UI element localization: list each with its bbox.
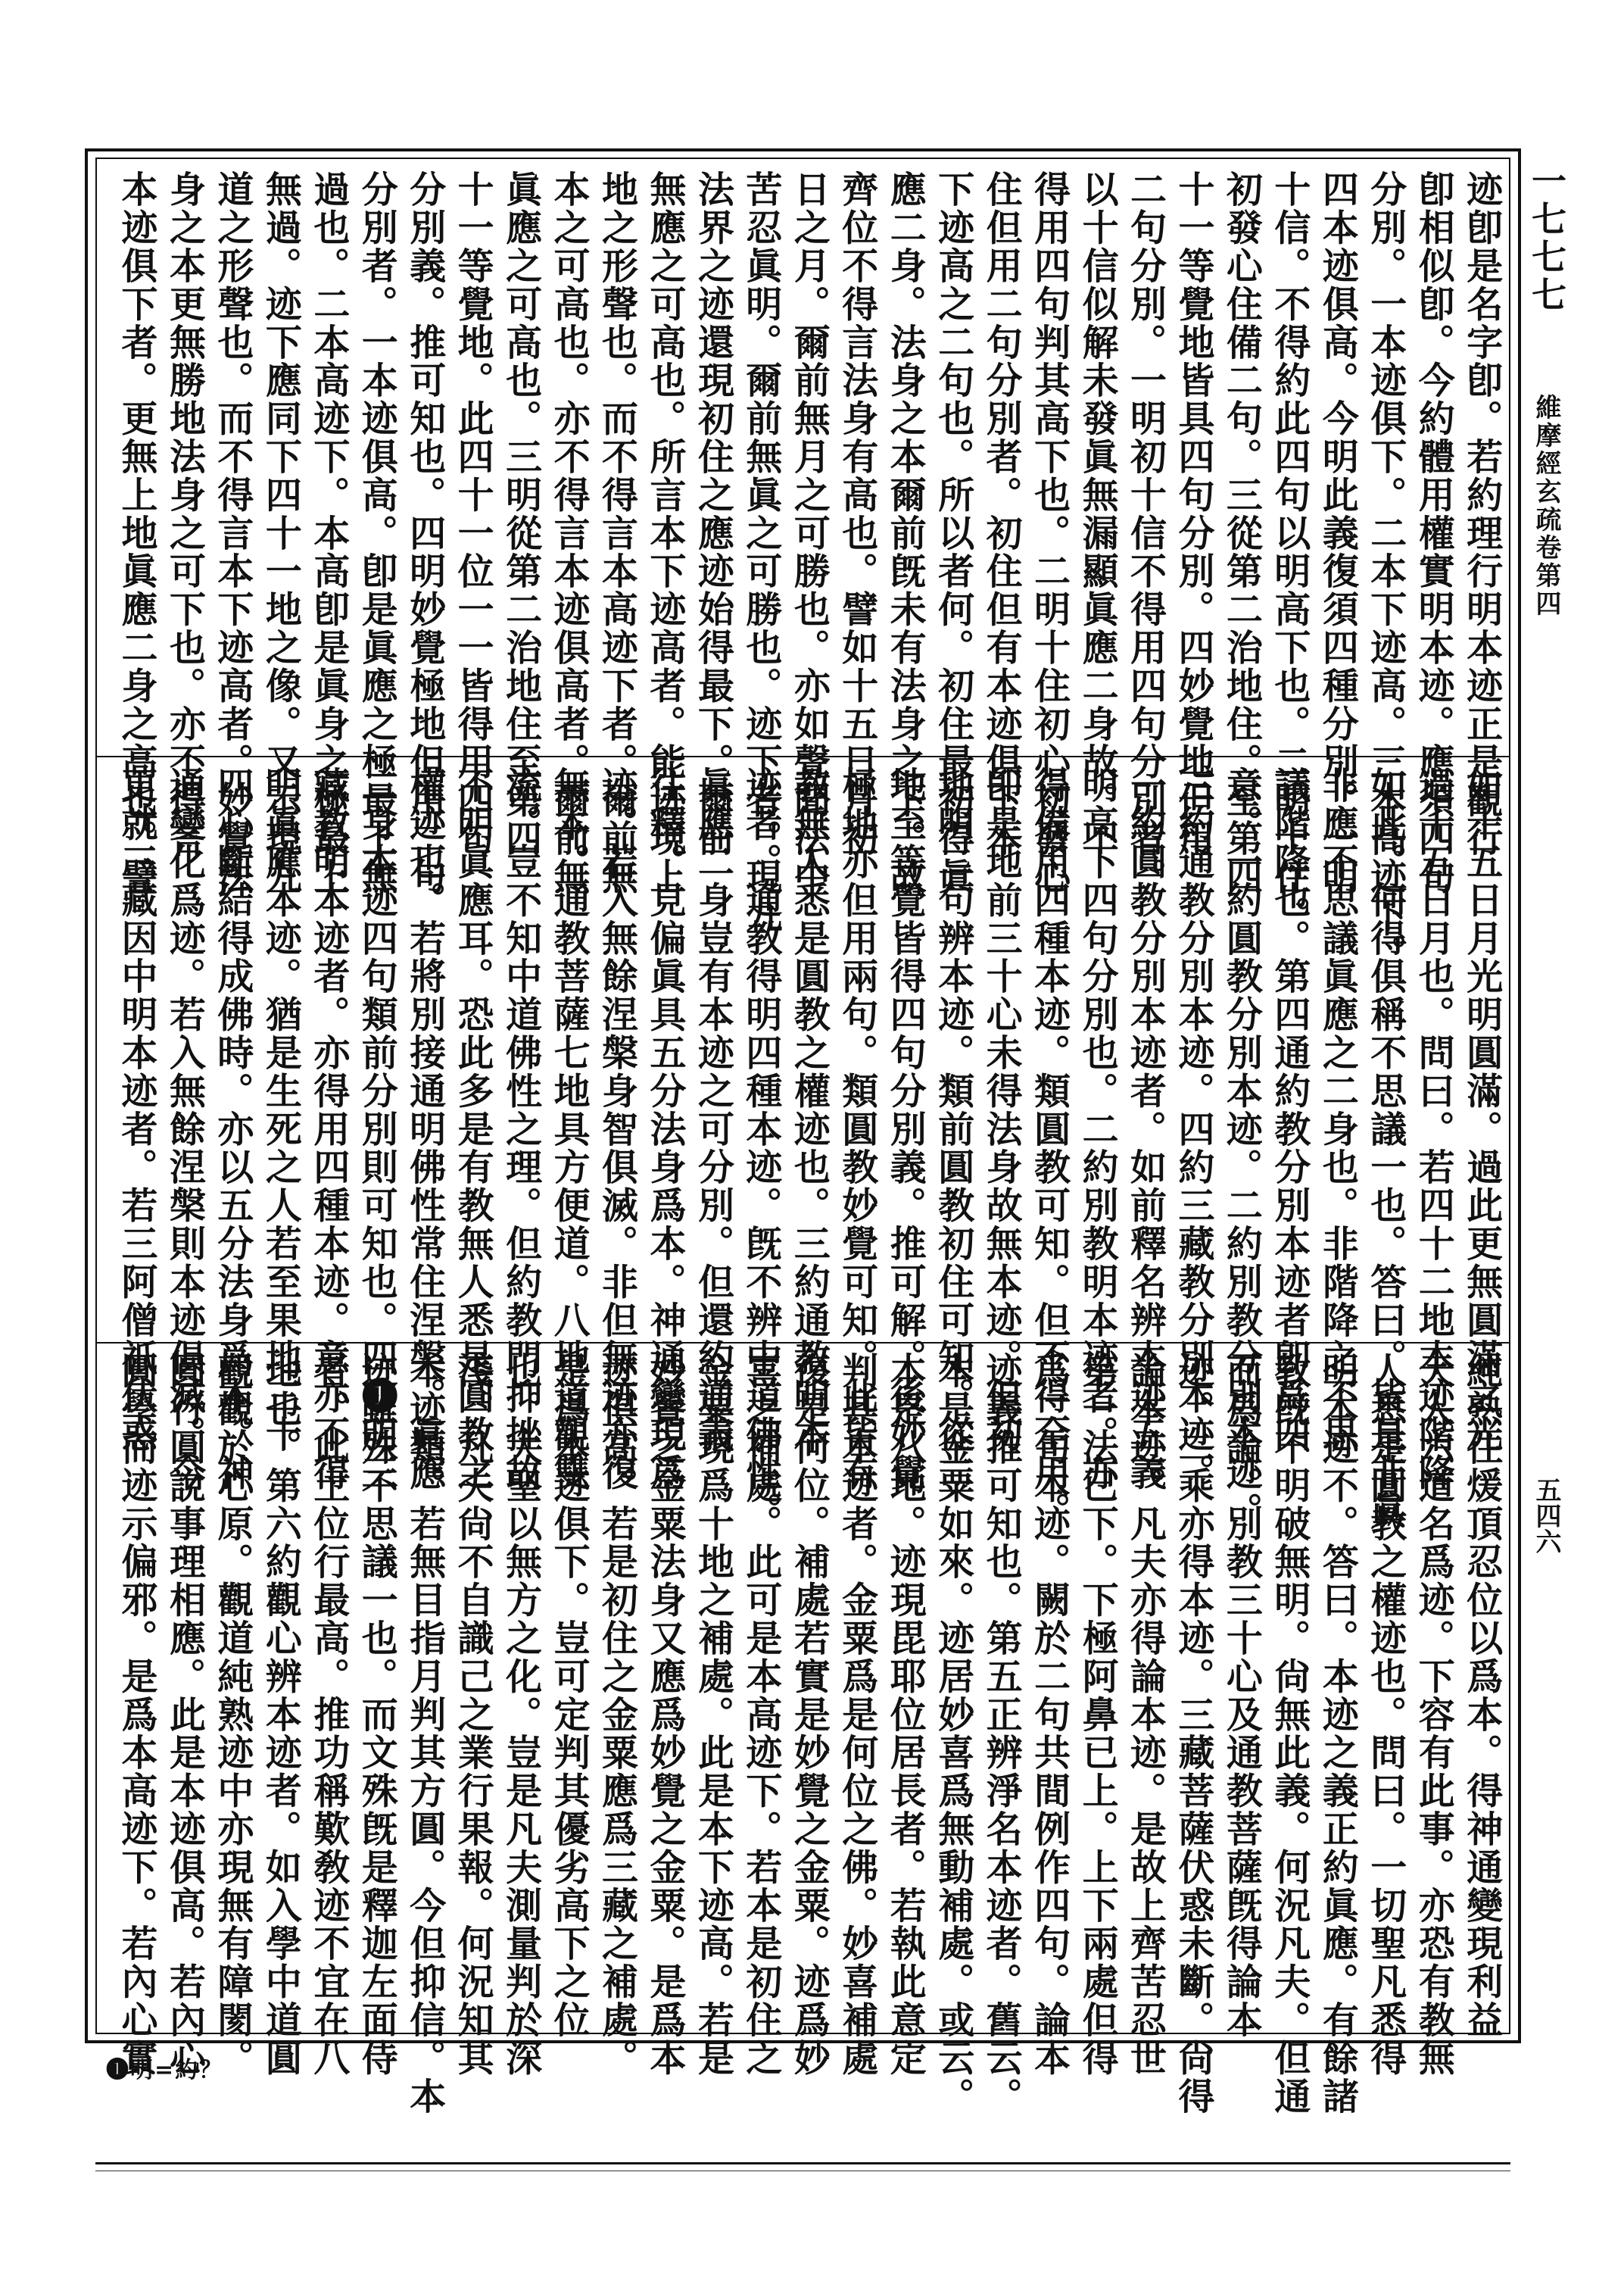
text-column: 無本。通教菩薩七地具方便道。八地道觀雙 [547,766,591,1492]
text-panel-upper [106,170,1503,972]
text-column: 卽相似卽。今約體用權實明本迹。應須四句 [1412,170,1455,896]
text-column: 論本迹。凡夫亦得論本迹。是故上齊苦忍世 [1124,1352,1167,2077]
text-column: 純熟住煖頂忍位以爲本。得神通變現利益 [1460,1352,1503,2039]
text-column: 四本迹俱高。今明此義復須四種分別。一明 [1316,170,1359,896]
text-column: 分別者。一本迹俱高。卽是眞應之極最上無 [355,170,398,896]
text-column: 下迹高之二句也。所以者何。初住最初得眞 [931,170,974,896]
text-column: 地明二句辨本迹。類前圓教初住可知。從二 [931,766,974,1492]
text-column: 圓學而迹示偏邪。是爲本高迹下。若內心實 [115,1352,157,2077]
text-column: 本是金粟如來。迹居妙喜爲無動補處。或云。 [931,1352,974,2115]
text-column: 淺。凡夫尙不自識己之業行果報。何況知其 [451,1352,494,2077]
text-column: 過十五日月也。問曰。若四十二地本迹階降 [1412,766,1455,1492]
text-column: 無過。迹下應同下四十一地之像。又示現九 [259,170,302,896]
text-column: 得備用四種本迹。類圓教可知。但不得全用。 [1027,766,1071,1530]
text-column: 爲二句本迹。闕於二句共間例作四句。論本 [1027,1352,1071,2077]
running-head: 維摩經玄疏卷第四 [1531,394,1561,618]
text-column: 齊位不得言法身有高也。譬如十五日月初 [835,170,878,858]
text-column: 人悉是圓教之權迹也。問曰。一切聖凡悉得 [1364,1352,1407,2077]
text-column: 日之月。爾前無月之可勝也。亦如聲聞法中 [787,170,831,896]
text-column: 復是何位。補處若實是妙覺之金粟。迹爲妙 [787,1352,831,2077]
text-column: 金粟現爲十地之補處。此是本下迹高。若是 [691,1352,734,2077]
text-column: 通變化爲迹。若入無餘涅槃則本迹俱滅。今 [163,766,206,1492]
text-column: 迹。二乘亦得本迹。三藏菩薩伏惑未斷。尙得 [1171,1352,1214,2115]
text-column: 分別。一本迹俱下。二本下迹高。三本高迹下。 [1364,170,1407,972]
text-column: 天人六道名爲迹。下容有此事。亦恐有教無 [1412,1352,1455,2077]
text-column: 二句分別。一明初十信不得用四句分別者。 [1124,170,1167,896]
text-column: 判其本迹者。金粟爲是何位之佛。妙喜補處 [835,1352,878,2077]
text-column: 議階降也。第四通約教分別本迹者卽爲四 [1267,766,1311,1454]
text-column: 第一法已下。下極阿鼻已上。上下兩處但得 [1076,1352,1119,2077]
text-column: 本是八地。迹現毘耶位居長者。若執此意定 [884,1352,927,2077]
text-column: 教旣不明破無明。尙無此義。何況凡夫。但通 [1267,1352,1311,2115]
text-column: 不明眞應耳。恐此多是有教無人悉是圓教之 [451,766,494,1492]
text-column: 喜之補處。此可是本高迹下。若本是初住之 [739,1352,782,2077]
text-column: 眞應之可高也。三明從第二治地住至第四 [499,170,542,858]
text-column: 如此。何得俱稱不思議一也。答曰。皆是非眞 [1364,766,1407,1530]
text-column: 眞應二身豈有本迹之可分別。但還約通義 [691,766,734,1454]
footnote: ❶明=約？ [106,2057,224,2083]
text-column: 迹俱高。若是初住之金粟應爲三藏之補處。 [595,1352,638,2077]
text-column: 本之可高也。亦不得言本迹俱高者。爾前無 [547,170,591,896]
text-column: 三約通教分別本迹。四約三藏教分別本迹。 [1171,766,1214,1492]
text-column: 初發心住備二句。三從第二治地住。至第四 [1220,170,1263,896]
text-column: 明眞應本迹。猶是生死之人若至果地三十 [259,766,302,1454]
text-column: 道之形聲也。而不得言本下迹高者。妙覺法 [210,170,254,896]
text-column: 往釋。見偏眞具五分法身爲本。神通變現爲 [643,766,686,1492]
text-column: 一約圓教分別本迹者。如前釋名辨本迹五義 [1124,766,1167,1492]
side-page-number: 五四六 [1531,1477,1561,1554]
text-column: 分別義。推可知也。四明妙覺極地但用二句 [403,170,446,896]
text-column: 住但用二句分別者。初住但有本迹俱下本 [980,170,1023,858]
text-column: 明本迹不。答曰。本迹之義正約眞應。有餘諸 [1316,1352,1359,2115]
text-column: 本迹類。若無目指月判其方圓。今但抑信。本 [403,1352,446,2115]
text-column: 迹義推可知也。第五正辨淨名本迹者。舊云。 [980,1352,1023,2115]
text-column: 以十信似解未發眞無漏顯眞應二身故。不 [1076,170,1119,858]
text-column: 本迹俱下者。更無上地眞應二身之高也。譬 [115,170,157,896]
text-column: 而爲論。別教三十心及通教菩薩旣得論本 [1220,1352,1263,2039]
text-column: 權迹也。若將別接通明佛性常住涅槃。眞應 [403,766,446,1492]
text-column: 苦忍眞明。爾前無眞之可勝也。迹下者。現九 [739,170,782,934]
text-column: 者。此土位行最高。推功稱歎敎迹不宜在八 [307,1352,350,2077]
text-column: 藏教明本迹者。亦得用四種本迹。意亦不得 [307,766,350,1492]
text-column: 教無人悉是圓教之權迹也。三約通教明本 [787,766,831,1454]
text-column: 也。大聖以無方之化。豈是凡夫測量判於深 [499,1352,542,2077]
bottom-rule [95,2162,1510,2164]
text-column: 更就三藏因中明本迹者。若三阿僧祇伏惑 [115,766,157,1454]
text-column: 過也。二本高迹下。本高卽是眞身之極最上 [307,170,350,896]
text-column: 二身本迹四句類前分別則可知也。四❶明三 [355,766,398,1492]
page-number: 一七七七 [1526,163,1567,314]
text-column: 十一等覺地。此四十一位一一皆得用四句 [451,170,494,858]
text-panel-middle [106,766,1503,1530]
text-column: 地至等覺皆得四句分別義。推可解。後妙覺 [884,766,927,1492]
text-column: 十一等覺地皆具四句分別。四妙覺地但用 [1171,170,1214,858]
text-column: 極地亦但用兩句。類圓教妙覺可知。此皆有 [835,766,878,1492]
text-column: 卽是地前三十心未得法身故無本迹。但初 [980,766,1023,1454]
text-column: 十信。不得約此四句以明高下也。二明十住。 [1267,170,1311,934]
text-column: 地也。第六約觀心辨本迹者。如入學中道圓 [259,1352,302,2077]
text-column: 迹雖殊不思議一也。而文殊旣是釋迦左面侍 [355,1352,398,2077]
text-column: 無應之可高也。所言本下迹高者。能迹現上 [643,170,686,896]
text-column: 身之本更無勝地法身之可下也。亦不得言 [163,170,206,858]
text-column: 地之形聲也。而不得言本高迹下者。爾前無 [595,170,638,896]
text-column: 迹卽是名字卽。若約理行明本迹正是觀行 [1460,170,1503,858]
text-column: 迹。若入無餘涅槃身智俱滅。非但無迹亦復 [595,766,638,1492]
text-column: 迹者。通教得明四種本迹。旣不辨中道佛性。 [739,766,782,1530]
text-column: 明高下四句分別也。二約別教明本迹者。亦 [1076,766,1119,1492]
text-column: 是爲本迹俱下。豈可定判其優劣高下之位 [547,1352,591,2039]
text-column: 四心斷結得成佛時。亦以五分法身爲本。神 [210,766,254,1492]
text-column: 應二身。法身之本爾前旣未有法身之下。故 [884,170,927,896]
text-column: 得用四句判其高下也。二明十住初心初發心 [1027,170,1071,896]
text-column: 妙覺之金粟法身又應爲妙覺之金粟。是爲本 [643,1352,686,2077]
text-column: 圓行圓說事理相應。此是本迹俱高。若內心 [163,1352,206,2077]
text-column: 意。一約圓教分別本迹。二約別教分別本迹。 [1220,766,1263,1530]
text-column: 非應不思議眞應之二身也。非階降之不思 [1316,766,1359,1454]
text-column: 流。豈不知中道佛性之理。但約教門抑挫故 [499,766,542,1492]
text-column: 法界之迹還現初住之應迹始得最下。爾前 [691,170,734,858]
text-column: 如十五日月光明圓滿。過此更無圓滿之光 [1460,766,1503,1454]
text-column: 觀觀於心原。觀道純熟迹中亦現無有障閡。 [210,1352,254,2077]
